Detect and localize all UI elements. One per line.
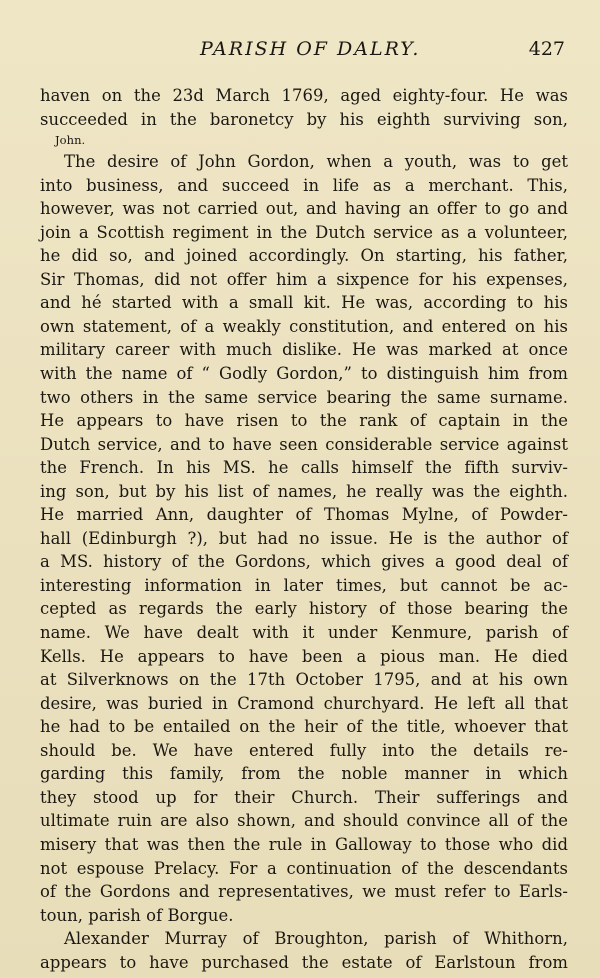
text-line: Alexander Murray of Broughton, parish of Whithorn, (64, 929, 568, 949)
page-number: 427 (528, 38, 565, 60)
text-line: Kells. He appears to have been a pious man. He died (40, 646, 568, 666)
text-line: should be. We have entered fully into the details re- (40, 740, 568, 760)
text-line: succeeded in the baronetcy by his eighth surviving son, (40, 109, 568, 129)
text-line: He appears to have risen to the rank of captain in the (40, 411, 568, 431)
text-line: with the name of “ Godly Gordon,” to distinguish him from (40, 364, 568, 384)
text-line: toun, parish of Borgue. (40, 905, 234, 925)
text-line: they stood up for their Church. Their sufferings and (40, 787, 568, 807)
text-line: misery that was then the rule in Galloway to those who did (40, 834, 568, 854)
text-line: John. (55, 133, 86, 148)
text-line: Sir Thomas, did not offer him a sixpence for his expenses, (40, 269, 568, 289)
text-line: haven on the 23d March 1769, aged eighty-four. He was (40, 86, 568, 105)
text-line: Dutch service, and to have seen considerable service against (40, 434, 568, 454)
text-line: into business, and succeed in life as a merchant. This, (40, 175, 568, 195)
body-text (40, 84, 568, 974)
text-line: The desire of John Gordon, when a youth, was to get (64, 152, 568, 172)
text-line: interesting information in later times, but cannot be ac- (40, 575, 568, 595)
text-line: hall (Edinburgh ?), but had no issue. He is the author of (40, 528, 568, 548)
text-line: a MS. history of the Gordons, which gives a good deal of (40, 552, 568, 572)
text-line: and hé started with a small kit. He was, according to his (40, 293, 568, 313)
text-line: own statement, of a weakly constitution, and entered on his (40, 316, 568, 336)
page-header (0, 38, 600, 68)
text-line: desire, was buried in Cramond churchyard. He left all that (40, 693, 568, 713)
text-line: military career with much dislike. He was marked at once (40, 340, 568, 360)
text-line: cepted as regards the early history of those bearing the (40, 599, 568, 619)
text-line: he had to be entailed on the heir of the title, whoever that (40, 717, 568, 737)
text-line: two others in the same service bearing the same surname. (40, 387, 568, 407)
text-line: he did so, and joined accordingly. On starting, his father, (40, 246, 568, 266)
text-line: of the Gordons and representatives, we must refer to Earls- (40, 882, 568, 902)
text-line: not espouse Prelacy. For a continuation of the descendants (40, 858, 568, 878)
text-line: at Silverknows on the 17th October 1795, and at his own (40, 670, 568, 690)
text-line: the French. In his MS. he calls himself the fifth surviv- (40, 458, 568, 478)
text-line: join a Scottish regiment in the Dutch service as a volunteer, (40, 222, 568, 242)
text-line: He married Ann, daughter of Thomas Mylne, of Powder- (40, 505, 568, 525)
text-line: name. We have dealt with it under Kenmure, parish of (40, 623, 568, 643)
text-line: ultimate ruin are also shown, and should convince all of the (40, 811, 568, 831)
text-line: appears to have purchased the estate of Earlstoun from (40, 952, 568, 972)
running-title: PARISH OF DALRY. (200, 38, 421, 60)
text-line: garding this family, from the noble manner in which (40, 764, 568, 784)
text-line: however, was not carried out, and having an offer to go and (40, 199, 568, 219)
text-line: ing son, but by his list of names, he really was the eighth. (40, 481, 568, 501)
